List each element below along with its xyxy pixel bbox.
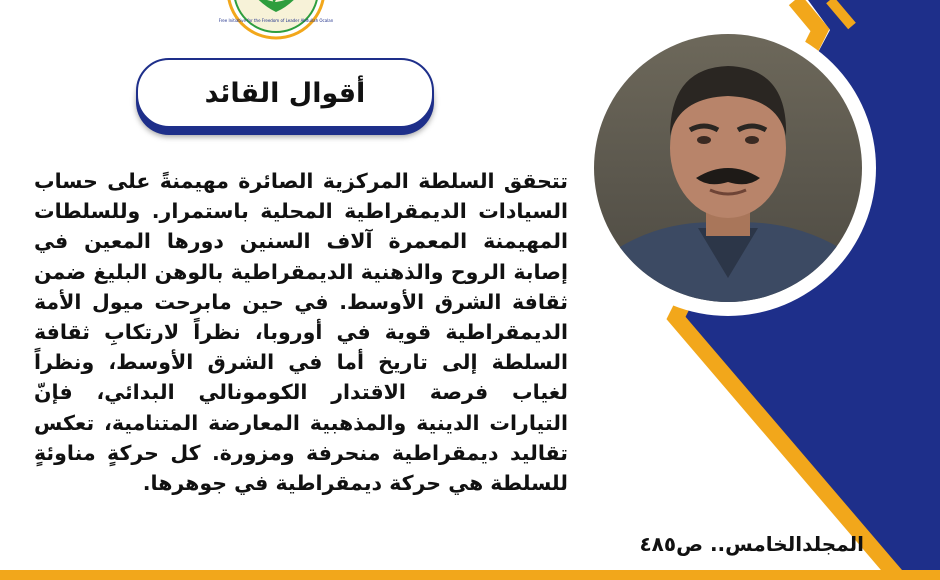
organization-logo <box>218 0 334 44</box>
source-reference: المجلدالخامس.. ص٤٨٥ <box>639 532 864 556</box>
bottom-border <box>0 570 940 580</box>
quote-text: تتحقق السلطة المركزية الصائرة مهيمنةً على حساب السيادات الديمقراطية المحلية باستمرار. وللسلطات المهيمنة المعمرة آلاف السنين دورها المعين في إصابة الروح والذهنية الديمقراطية بالوهن البليغ ضمن ثقافة الشرق الأوسط. في حين مابرحت ميول الأمة الديمقراطية قوية في أوروبا، نظراً لارتكابِ ثقافة السلطة إلى تاريخ أما في الشرق الأوسط، ونظراً لغياب فرصة الاقتدار الكومونالي البدائي، فإنّ التيارات الدينية والمذهبية المعارضة المتنامية، تعكس تقاليد ديمقراطية منحرفة ومزورة. كل حركةٍ مناوئةٍ للسلطة هي حركة ديمقراطية في جوهرها. <box>34 169 568 496</box>
title-banner <box>136 58 434 128</box>
leader-portrait <box>578 18 878 318</box>
page-title: أقوال القائد <box>204 77 366 109</box>
logo-caption: Free Initiative for the Freedom of Leader Abdullah Ocalan <box>218 18 334 23</box>
